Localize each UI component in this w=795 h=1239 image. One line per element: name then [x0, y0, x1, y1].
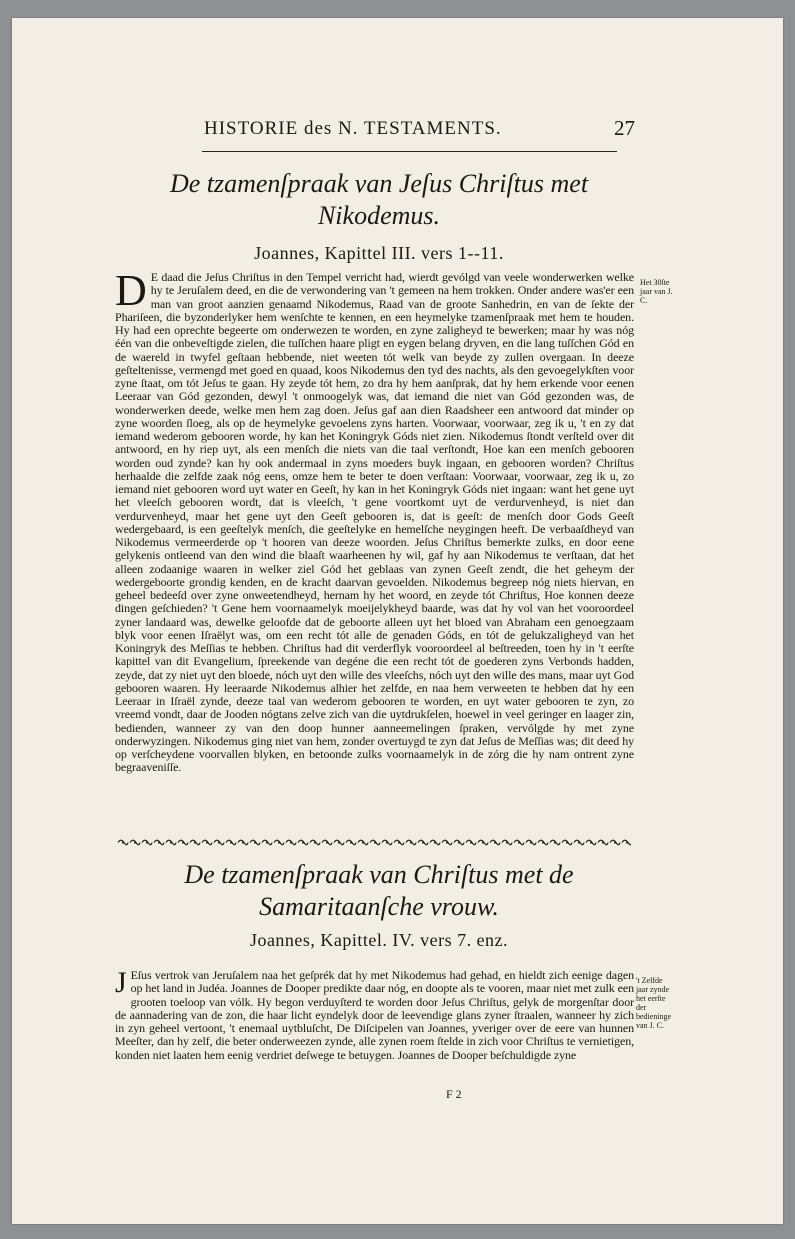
section1-text: E daad die Jeſus Chriſtus in den Tempel verricht had, wierdt gevólgd van veele wonderwerken welke hy te Jeruſalem deed, en die de verwondering van 't gemeen na hem trokken. Onder andere was'er een man van groot aanzien genaamd Nikodemus, Raad van de groote Sanhedrin, en van de ſekte der Phariſeen, die byzonderlyker hem wenſchte te kennen, en een heymelyke tzamenſpraak met hem te houden. Hy had een oprechte begeerte om onderwezen te worden, en zyne zaligheyd te bewerken; maar hy was nóg één van die onbeveſtigde zielen, die tuſſchen haare pligt en eygen belang dryven, en die lang tuſſchen Gód en de waereld in twyfel geſtaan hebbende, niet weeten tót welk van beyde zy zullen overgaan. In deeze geſteltenisse, vermengd met goed en quaad, koos Nikodemus den tyd des nachts, als den gevoegelykſten voor zyne ſtaat, om tót Jeſus te gaan. Hy zeyde tót hem, zo dra hy hem aanſprak, dat hy hem erkende voor eenen Leeraar van Gód gezonden, dewyl 't onmoogelyk was, dat iemand die niet van Gód gezonden was, de wonderwerken deede, welke men hem zag doen. Jeſus gaf aan dien Raadsheer een antwoord dat minder op zyne woorden ſloeg, als op de heymelyke gevoelens zyns harten. Voorwaar, voorwaar, zeg ik u, 't en zy dat iemand wederom gebooren worde, hy kan het Koningryk Góds niet zien. Nikodemus ſtondt verſteld over dit antwoord, en hy riep uyt, als een menſch die niets van die taal verſtondt, Hoe kan een menſch gebooren worden oud zynde? kan hy ook andermaal in zyns moeders buyk ingaan, en gebooren worden? Chriſtus herhaalde die zelfde zaak nóg eens, omze hem te beter te doen verſtaan: Voorwaar, voorwaar, zeg ik u, zo iemand niet gebooren word uyt water en Geeſt, hy kan in het Koningryk Góds niet ingaan: want het gene uyt het vleeſch gebooren wordt, dat is vleeſch, 't gene voortkomt uyt de verdurvenheyd, is niet dan verdurvenheyd, maar het gene uyt den Geeſt gebooren is, dat is geeſt: de menſch door Gods Geeſt wedergebaard, is een geeſtelyk menſch, die geeſtelyke en hemelſche neygingen heeft. De verbaaſdheyd van Nikodemus vermeerderde op 't hooren van deeze woorden. Jeſus Chriſtus bemerkte zulks, en door eene gelykenis ontleend van den wind die blaaſt waarheenen hy wil, gaf hy aan Nikodemus te verſtaan, dat het alleen zodaanige waaren in welker ziel Gód het geblaas van zynen Geeſt zendt, die het geheym der wedergeboorte grondig kenden, en de kracht daarvan gevoelden. Nikodemus begreep nóg niets hiervan, en geheel bedeeſd over zyne onweetendheyd, hernam hy het woord, en zeyde tót Chriſtus, Hoe konnen deeze dingen geſchieden? 't Gene hem voornaamelyk moeijelykheyd baarde, was dat hy vol van het vooroordeel zyner landaard was, dewelke geloofde dat de geboorte alleen uyt het bloed van Abraham een genoegzaam blyk voor eenen Iſraëlyt was, om een recht tót alle de genaden Góds, en tót de gelukzaligheyd van het Koningryk des Meſſias te hebben. Chriſtus had dit verderflyk vooroordeel al beſtreeden, toen hy in 't eerſte kapittel van dit Evangelium, ſpreekende van degéne die een recht tót de goederen zyns Verbonds hadden, zeyde, dat zy niet uyt den bloede, nóch uyt den wille des vleeſchs, nóch uyt den wille des mans, maar uyt God gebooren waaren. Hy leeraarde Nikodemus alhier het zelfde, en naa hem verweeten te hebben dat hy een Leeraar in Iſraël zynde, deeze taal van wederom gebooren te worden, en uyt water gebooren te zyn, zo vreemd vondt, daar de Jooden nógtans zelve zich van die uytdrukſelen, hoewel in veel geringer en laager zin, bedienden, wanneer zy van den doop hunner aanneemelingen ſpraken, vervólgde hy met zyne onderwyzingen. Nikodemus ging niet van hem, zonder overtuygd te zyn dat Jeſus de Meſſias was; dit deed hy op verſcheydene voorvallen blyken, en betoonde zulks voornaamelyk in de zórg die hy nam ontrent zyne begraaveniſſe.	[115, 270, 634, 775]
section2-text: Eſus vertrok van Jeruſalem naa het geſprék dat hy met Nikodemus had gehad, en hieldt zich eenige dagen op het land in Judéa. Joannes de Dooper predikte daar nóg, en doopte als te vooren, maar niet met zulk een grooten toeloop van vólk. Hy begon verduyſterd te worden door Jeſus Chriſtus, gelyk de morgenſtar door de aannadering van de zon, die haar licht eyndelyk door de leevendige glans zyner ſtraalen, wanneer hy zich in zyn geheel vertoont, 't enemaal uytbluſcht, De Diſcipelen van Joannes, yveriger over de eere van hunnen Meeſter, dan hy zelf, die beter onderweezen zynde, alle zynen roem ſtelde in zich voor Chriſtus te vernietigen, konden niet laaten hem eenig verdriet deſwege te betuygen. Joannes de Dooper beſchuldigde zyne	[115, 968, 634, 1062]
section2-margin-note: 't Zelfde jaar zynde het eerſte der bedieninge van J. C.	[636, 976, 672, 1030]
section2-reference: Joannes, Kapittel. IV. vers 7. enz.	[249, 930, 509, 950]
section1-body	[115, 266, 634, 775]
section2-body	[115, 966, 634, 1062]
section2-dropcap: J	[115, 966, 127, 999]
ornament-divider	[117, 838, 631, 847]
page-number: 27	[614, 116, 635, 140]
section1-dropcap: D	[115, 266, 147, 315]
section2-title: De tzamenſpraak van Chriſtus met de Samaritaanſche vrouw.	[184, 860, 574, 921]
section1-title: De tzamenſpraak van Jeſus Chriſtus met Nikodemus.	[169, 169, 589, 230]
section1-reference: Joannes, Kapittel III. vers 1--11.	[254, 243, 504, 263]
section1-margin-note: Het 30ſte jaar van J. C.	[640, 278, 673, 305]
signature-mark: F 2	[446, 1087, 462, 1101]
header-rule	[202, 151, 617, 152]
running-header: HISTORIE des N. TESTAMENTS.	[204, 118, 502, 139]
